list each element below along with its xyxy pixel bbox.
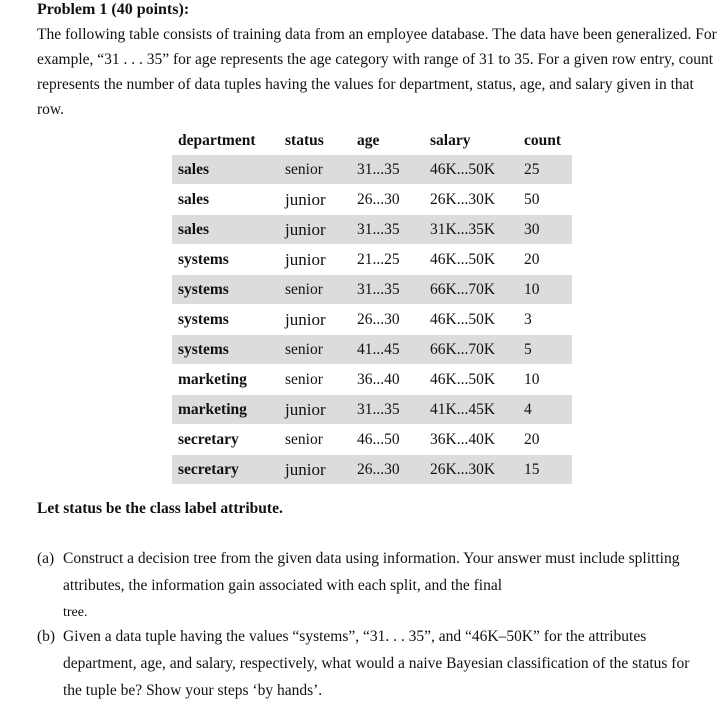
cell-salary: 66K...70K (424, 275, 518, 305)
table-row (172, 335, 572, 365)
cell-count: 10 (518, 365, 572, 395)
question-b-label: (b) (37, 628, 56, 645)
cell-status: junior (279, 395, 351, 425)
cell-salary: 46K...50K (424, 365, 518, 395)
cell-age: 21...25 (351, 245, 424, 275)
header-age: age (357, 131, 380, 149)
cell-status: junior (279, 305, 351, 335)
cell-salary: 41K...45K (424, 395, 518, 425)
cell-department: marketing (172, 365, 279, 395)
cell-age: 46...50 (351, 425, 424, 455)
cell-age: 36...40 (351, 365, 424, 395)
cell-age: 31...35 (351, 275, 424, 305)
cell-count: 30 (518, 215, 572, 245)
cell-status: junior (279, 215, 351, 245)
question-b (37, 623, 703, 704)
cell-department: secretary (172, 425, 279, 455)
cell-status: junior (279, 185, 351, 215)
cell-status: junior (279, 245, 351, 275)
cell-department: marketing (172, 395, 279, 425)
problem-title: Problem 1 (40 points): (37, 1, 190, 18)
table-row (172, 245, 572, 275)
header-count: count (524, 131, 562, 149)
question-b-text: Given a data tuple having the values “systems”, “31. . . 35”, and “46K–50K” for the attributes department, age, and salary, respectively, what would a naive Bayesian classification of the status for the tuple be? Show your steps ‘by hands’. (63, 628, 690, 699)
cell-department: secretary (172, 455, 279, 485)
cell-salary: 26K...30K (424, 455, 518, 485)
cell-status: senior (279, 425, 351, 455)
cell-department: sales (172, 215, 279, 245)
training-data-table (172, 126, 572, 485)
cell-salary: 66K...70K (424, 335, 518, 365)
cell-count: 15 (518, 455, 572, 485)
cell-status: senior (279, 365, 351, 395)
table-body (172, 155, 572, 485)
question-a-label: (a) (37, 550, 55, 567)
cell-age: 31...35 (351, 395, 424, 425)
cell-department: systems (172, 335, 279, 365)
cell-count: 25 (518, 155, 572, 185)
question-a-tail: tree. (63, 605, 88, 620)
cell-salary: 46K...50K (424, 245, 518, 275)
cell-department: sales (172, 185, 279, 215)
cell-age: 26...30 (351, 305, 424, 335)
cell-count: 10 (518, 275, 572, 305)
cell-status: senior (279, 335, 351, 365)
header-salary: salary (430, 131, 471, 149)
cell-count: 20 (518, 245, 572, 275)
cell-status: senior (279, 275, 351, 305)
cell-count: 50 (518, 185, 572, 215)
table-row (172, 305, 572, 335)
cell-count: 20 (518, 425, 572, 455)
cell-salary: 31K...35K (424, 215, 518, 245)
cell-department: systems (172, 275, 279, 305)
cell-age: 31...35 (351, 155, 424, 185)
cell-age: 31...35 (351, 215, 424, 245)
cell-department: systems (172, 245, 279, 275)
cell-count: 3 (518, 305, 572, 335)
problem-intro: The following table consists of training data from an employee database. The data have been generalized. For example, “31 . . . 35” for age represents the age category with range of 31 to 35. For a given row entry, count represents the number of data tuples having the values for department, status, age, and salary given in that row. (37, 26, 717, 118)
class-label-note: Let status be the class label attribute. (37, 500, 283, 517)
header-department: department (178, 131, 256, 149)
cell-count: 5 (518, 335, 572, 365)
table-row (172, 215, 572, 245)
table-row (172, 275, 572, 305)
table-row (172, 365, 572, 395)
cell-department: sales (172, 155, 279, 185)
table-row (172, 455, 572, 485)
table-row (172, 425, 572, 455)
cell-count: 4 (518, 395, 572, 425)
cell-salary: 36K...40K (424, 425, 518, 455)
cell-age: 26...30 (351, 455, 424, 485)
table-row (172, 395, 572, 425)
cell-salary: 46K...50K (424, 155, 518, 185)
cell-salary: 46K...50K (424, 305, 518, 335)
cell-age: 26...30 (351, 185, 424, 215)
cell-department: systems (172, 305, 279, 335)
cell-status: junior (279, 455, 351, 485)
table-header-row (172, 126, 572, 155)
table-row (172, 185, 572, 215)
question-a (37, 545, 703, 626)
question-a-text: Construct a decision tree from the given data using information. Your answer must include splitting attributes, the information gain associated with each split, and the final (63, 550, 680, 594)
header-status: status (285, 131, 324, 149)
table-row (172, 155, 572, 185)
cell-salary: 26K...30K (424, 185, 518, 215)
cell-status: senior (279, 155, 351, 185)
cell-age: 41...45 (351, 335, 424, 365)
